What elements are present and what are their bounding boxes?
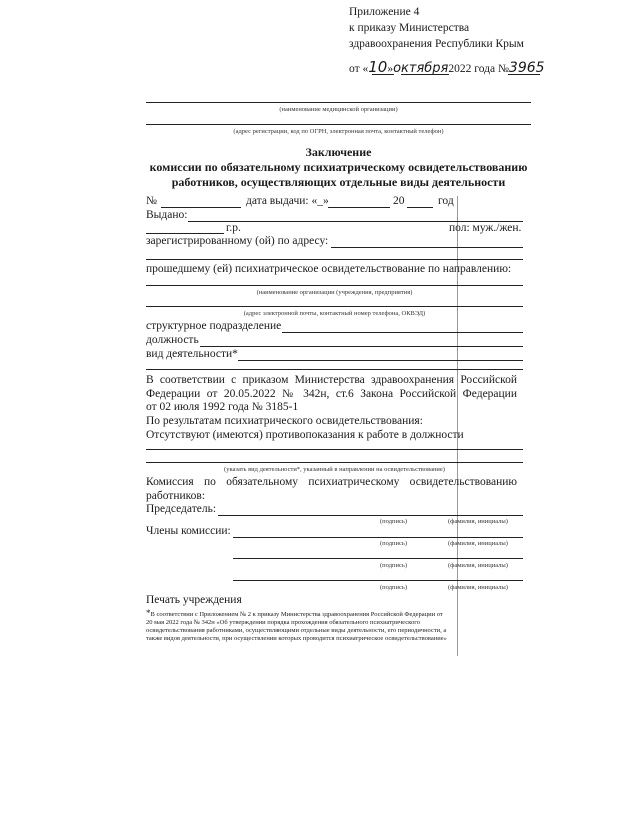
legal-basis-paragraph: В соответствии с приказом Министерства здравоохранения Российской Федерации от 20.05.2022 № 342н, ст.6 Закона Российской Федерации	[146, 374, 517, 400]
birth-year-field	[146, 233, 224, 234]
contraindications-label: Отсутствуют (имеются) противопоказания к работе в должности	[146, 429, 464, 441]
org-address-line	[146, 124, 531, 125]
sex-label: пол: муж./жен.	[449, 222, 522, 234]
workers-label: работников:	[146, 490, 206, 502]
annex-date-prefix: от «	[349, 63, 369, 75]
activity-caption: (указать вид деятельности*, указанный в направлении на освидетельствование)	[224, 466, 445, 473]
contraindications-field-1	[146, 449, 523, 450]
issue-date-label: дата выдачи: «_»	[246, 195, 329, 207]
birth-year-label: г.р.	[226, 222, 241, 234]
footnote-line-3: освидетельствования работниками, осуществляющими отдельные виды деятельности, его периодичности, а	[146, 627, 447, 634]
number-underline	[508, 74, 540, 75]
annex-number-handwritten: 3965	[508, 60, 545, 76]
referral-org-field	[146, 285, 523, 286]
member-3-signature-caption: (подпись)	[380, 584, 407, 591]
annex-date-mid: »	[387, 63, 394, 75]
registered-field	[331, 247, 523, 248]
annex-day-handwritten: 10	[368, 58, 388, 76]
chairman-field	[218, 515, 523, 516]
member-2-signature-caption: (подпись)	[380, 562, 407, 569]
division-field	[282, 332, 523, 333]
legal-basis-last-line: от 02 июля 1992 года № 3185-1	[146, 401, 299, 413]
number-field	[161, 207, 241, 208]
activity-field-2	[146, 369, 523, 370]
title-line-1: Заключение	[305, 145, 372, 159]
year-field	[407, 207, 433, 208]
title-line-3: работников, осуществляющих отдельные виды деятельности	[171, 175, 506, 189]
division-label: структурное подразделение	[146, 320, 282, 332]
member-1-field	[233, 537, 523, 538]
member-1-signature-caption: (подпись)	[380, 540, 407, 547]
chairman-signature-caption: (подпись)	[380, 518, 407, 525]
referral-contacts-field	[146, 306, 523, 307]
referral-contacts-caption: (адрес электронной почты, контактный номер телефона, ОКВЭД)	[243, 310, 426, 317]
year-label: 20	[393, 195, 405, 207]
chairman-label: Председатель:	[146, 503, 217, 515]
results-label: По результатам психиатрического освидетельствования:	[146, 415, 423, 427]
member-3-field	[233, 580, 523, 581]
registered-label: зарегистрированному (ой) по адресу:	[146, 235, 329, 247]
footnote-line-2: 20 мая 2022 года № 342н «Об утверждении порядка прохождения обязательного психиатрического	[146, 619, 420, 626]
passed-label: прошедшему (ей) психиатрическое освидетельствование по направлению:	[146, 263, 512, 275]
chairman-surname-caption: (фамилия, инициалы)	[448, 518, 508, 525]
title-line-2: комиссии по обязательному психиатрическому освидетельствованию	[149, 160, 528, 174]
footnote-line-4: также видов деятельности, при осуществлении которых проводится психиатрическое освидетельствование»	[146, 635, 447, 642]
annex-month-handwritten: октября	[393, 61, 449, 76]
day-underline	[372, 74, 394, 75]
member-3-surname-caption: (фамилия, инициалы)	[448, 584, 508, 591]
annex-line-1: Приложение 4	[349, 6, 420, 18]
member-2-field	[233, 558, 523, 559]
member-1-surname-caption: (фамилия, инициалы)	[448, 540, 508, 547]
annex-line-2: к приказу Министерства	[349, 22, 470, 34]
annex-year-text: 2022 года №	[448, 63, 509, 75]
members-label: Члены комиссии:	[146, 525, 231, 537]
org-address-caption: (адрес регистрации, код по ОГРН, электронная почта, контактный телефон)	[233, 128, 444, 135]
issue-date-field	[328, 207, 390, 208]
footnote-line-1-text: В соответствии с Приложением № 2 к приказу Министерства здравоохранения Российской Федерации от	[150, 611, 443, 618]
org-name-line	[146, 102, 531, 103]
registered-field-2	[146, 259, 523, 260]
issued-to-label: Выдано:	[146, 209, 188, 221]
commission-label: Комиссия по обязательному психиатрическому освидетельствованию	[146, 476, 517, 488]
footnote-line-1	[146, 609, 447, 619]
contraindications-field-2	[146, 462, 523, 463]
member-2-surname-caption: (фамилия, инициалы)	[448, 562, 508, 569]
activity-field	[238, 360, 523, 361]
footnote	[146, 609, 447, 643]
activity-label: вид деятельности*	[146, 348, 238, 360]
org-name-caption: (наименование медицинской организации)	[279, 106, 398, 113]
footnote-star: *	[146, 608, 151, 618]
month-underline	[401, 74, 449, 75]
year-suffix: год	[438, 195, 454, 207]
number-label: №	[146, 195, 157, 207]
referral-org-caption: (наименование организации (учреждения, предприятия)	[256, 289, 413, 296]
position-label: должность	[146, 334, 199, 346]
annex-line-3: здравоохранения Республики Крым	[349, 38, 524, 50]
stamp-label: Печать учреждения	[146, 594, 242, 606]
position-field	[200, 346, 523, 347]
